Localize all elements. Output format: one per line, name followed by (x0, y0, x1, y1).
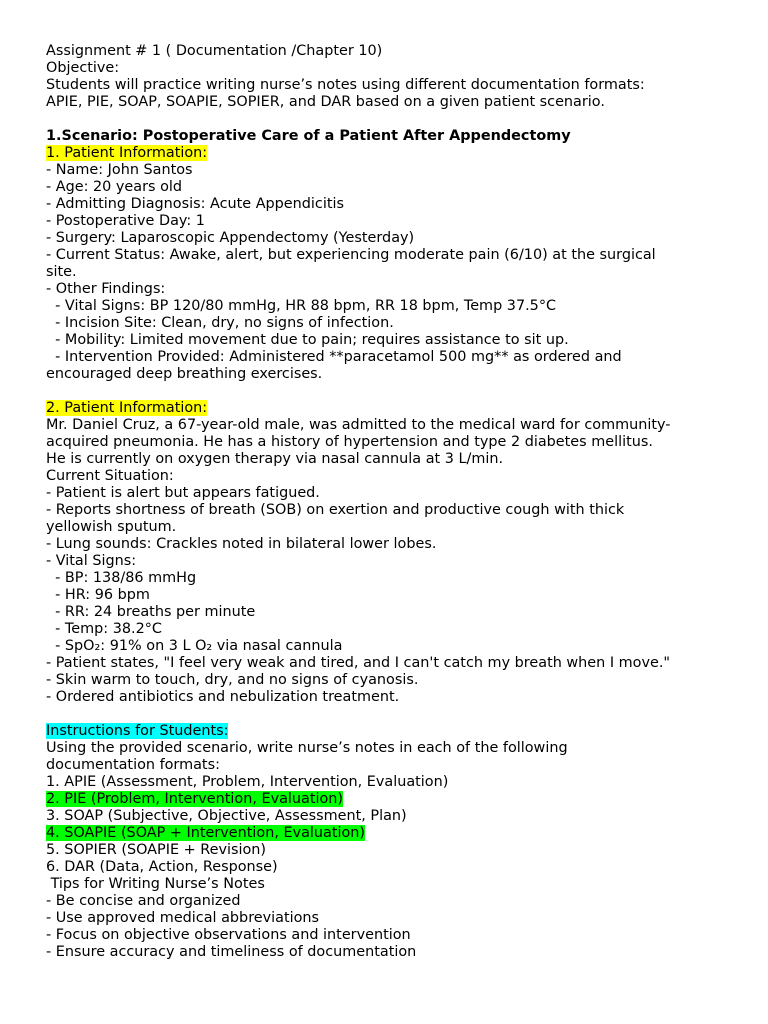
scenario1-line: - Surgery: Laparoscopic Appendectomy (Yesterday) (46, 230, 415, 246)
format-item-pie: 2. PIE (Problem, Intervention, Evaluation) (46, 791, 344, 807)
scenario2-line: Mr. Daniel Cruz, a 67-year-old male, was admitted to the medical ward for community- (46, 417, 671, 433)
scenario2-line: - Patient is alert but appears fatigued. (46, 485, 320, 501)
scenario1-line: - Vital Signs: BP 120/80 mmHg, HR 88 bpm, RR 18 bpm, Temp 37.5°C (46, 298, 557, 314)
tips-label: Tips for Writing Nurse’s Notes (46, 876, 265, 892)
patient-info-2-label: 2. Patient Information: (46, 400, 208, 416)
scenario2-line: - RR: 24 breaths per minute (46, 604, 256, 620)
objective-text-line-1: Students will practice writing nurse’s notes using different documentation formats: (46, 77, 645, 93)
scenario2-line: - Vital Signs: (46, 553, 137, 569)
instructions-intro-line-2: documentation formats: (46, 757, 220, 773)
format-item-dar: 6. DAR (Data, Action, Response) (46, 859, 278, 875)
document-title: Assignment # 1 ( Documentation /Chapter 10) (46, 43, 383, 59)
scenario2-line: - Temp: 38.2°C (46, 621, 162, 637)
scenario2-line: - Patient states, "I feel very weak and tired, and I can't catch my breath when I move." (46, 655, 671, 671)
scenario2-line: yellowish sputum. (46, 519, 177, 535)
scenario1-line: - Incision Site: Clean, dry, no signs of infection. (46, 315, 394, 331)
objective-label: Objective: (46, 60, 120, 76)
scenario1-line: - Admitting Diagnosis: Acute Appendicitis (46, 196, 344, 212)
spacer (46, 383, 748, 400)
tip-item: - Be concise and organized (46, 893, 241, 909)
scenario1-line: - Postoperative Day: 1 (46, 213, 205, 229)
scenario2-line: - SpO₂: 91% on 3 L O₂ via nasal cannula (46, 638, 343, 654)
patient-info-1-label: 1. Patient Information: (46, 145, 208, 161)
scenario1-line: encouraged deep breathing exercises. (46, 366, 323, 382)
scenario1-line: - Name: John Santos (46, 162, 193, 178)
scenario2-line: - Reports shortness of breath (SOB) on exertion and productive cough with thick (46, 502, 625, 518)
tip-item: - Use approved medical abbreviations (46, 910, 320, 926)
format-item-apie: 1. APIE (Assessment, Problem, Intervention, Evaluation) (46, 774, 449, 790)
scenario2-line: - BP: 138/86 mmHg (46, 570, 197, 586)
scenario2-line: - HR: 96 bpm (46, 587, 150, 603)
scenario2-line: Current Situation: (46, 468, 174, 484)
instructions-intro-line-1: Using the provided scenario, write nurse’s notes in each of the following (46, 740, 568, 756)
format-item-sopier: 5. SOPIER (SOAPIE + Revision) (46, 842, 266, 858)
scenario-heading: 1.Scenario: Postoperative Care of a Patient After Appendectomy (46, 128, 571, 144)
tips-heading (46, 876, 748, 893)
scenario2-line: acquired pneumonia. He has a history of hypertension and type 2 diabetes mellitus. (46, 434, 653, 450)
format-item-soap: 3. SOAP (Subjective, Objective, Assessment, Plan) (46, 808, 407, 824)
scenario2-line: - Skin warm to touch, dry, and no signs of cyanosis. (46, 672, 419, 688)
scenario1-line: - Age: 20 years old (46, 179, 183, 195)
instructions-label: Instructions for Students: (46, 723, 229, 739)
scenario1-line: - Other Findings: (46, 281, 166, 297)
scenario1-line: - Mobility: Limited movement due to pain; requires assistance to sit up. (46, 332, 569, 348)
scenario2-line: He is currently on oxygen therapy via nasal cannula at 3 L/min. (46, 451, 504, 467)
scenario2-line: - Ordered antibiotics and nebulization treatment. (46, 689, 400, 705)
scenario1-line: - Current Status: Awake, alert, but experiencing moderate pain (6/10) at the surgical (46, 247, 656, 263)
scenario1-line: - Intervention Provided: Administered **paracetamol 500 mg** as ordered and (46, 349, 622, 365)
objective-text-line-2: APIE, PIE, SOAP, SOAPIE, SOPIER, and DAR based on a given patient scenario. (46, 94, 605, 110)
tip-item: - Focus on objective observations and intervention (46, 927, 411, 943)
spacer (46, 706, 748, 723)
spacer (46, 111, 748, 128)
scenario2-line: - Lung sounds: Crackles noted in bilateral lower lobes. (46, 536, 437, 552)
tip-item: - Ensure accuracy and timeliness of documentation (46, 944, 417, 960)
scenario1-line: site. (46, 264, 77, 280)
format-item-soapie: 4. SOAPIE (SOAP + Intervention, Evaluation) (46, 825, 366, 841)
